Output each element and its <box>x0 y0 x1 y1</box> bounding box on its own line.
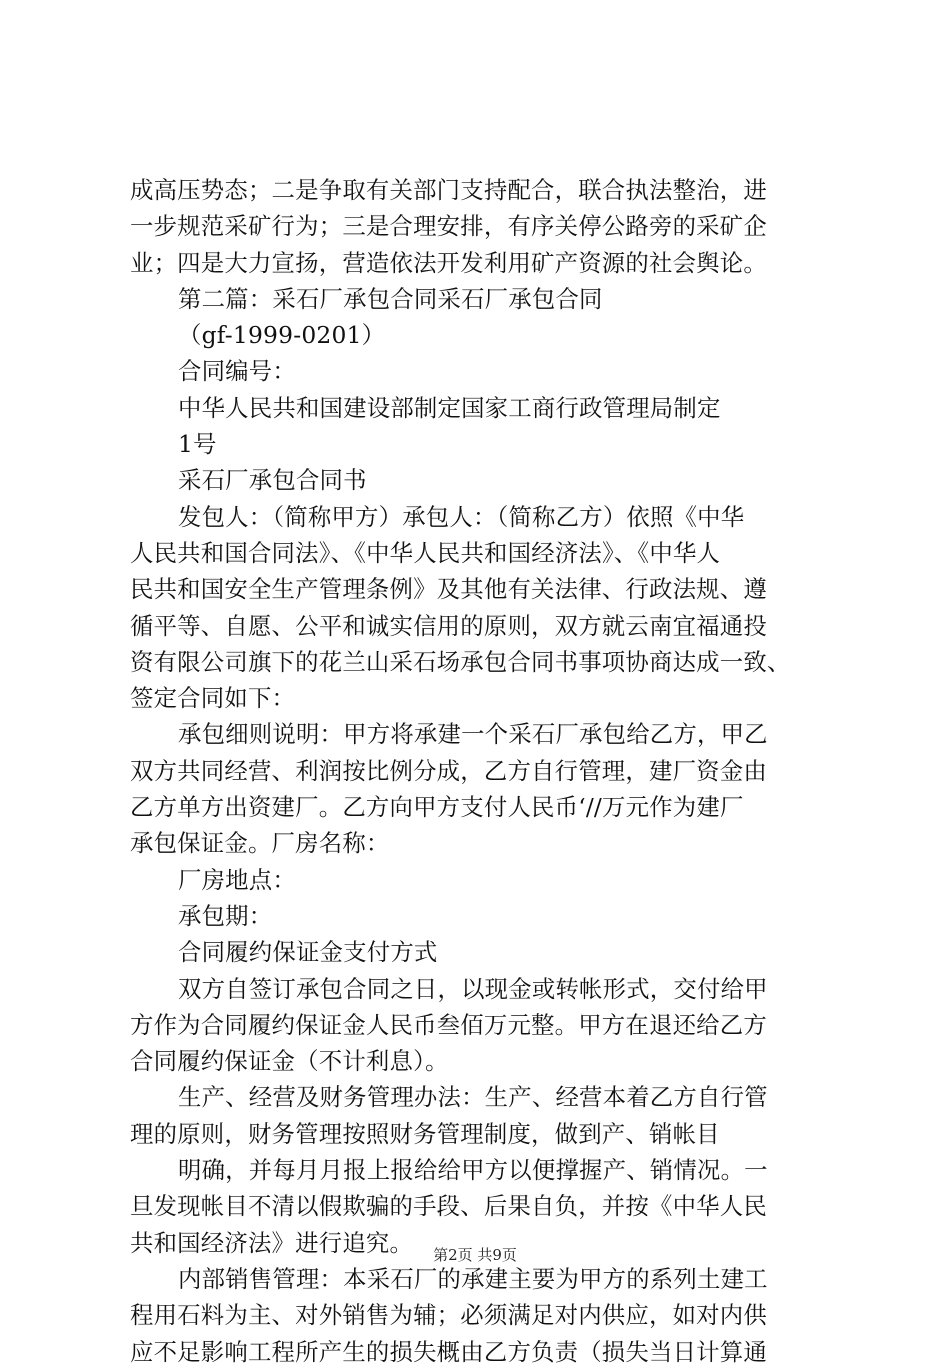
text-line: 双方自签订承包合同之日，以现金或转帐形式，交付给甲 <box>178 974 768 1003</box>
text-line: 生产、经营及财务管理办法：生产、经营本着乙方自行管 <box>178 1083 768 1112</box>
text-line: 理的原则，财务管理按照财务管理制度，做到产、销帐目 <box>130 1119 720 1148</box>
text-line: 发包人：（简称甲方）承包人：（简称乙方）依照《中华 <box>178 502 745 531</box>
text-line: 人民共和国合同法》、《中华人民共和国经济法》、《中华人 <box>130 538 721 567</box>
text-line: 共和国经济法》进行追究。 <box>130 1228 414 1257</box>
text-line: 业；四是大力宣扬，营造依法开发利用矿产资源的社会舆论。 <box>130 248 767 277</box>
page-footer: 第2页 共9页 <box>433 1246 517 1264</box>
text-line: 旦发现帐目不清以假欺骗的手段、后果自负，并按《中华人民 <box>130 1192 767 1221</box>
text-line: 承包期： <box>178 901 273 930</box>
text-line: 内部销售管理：本采石厂的承建主要为甲方的系列土建工 <box>178 1264 768 1293</box>
text-line: 合同履约保证金（不计利息）。 <box>130 1047 449 1076</box>
text-line: 厂房地点： <box>178 865 296 894</box>
text-line: 程用石料为主、对外销售为辅；必须满足对内供应，如对内供 <box>130 1301 767 1330</box>
text-line: 民共和国安全生产管理条例》及其他有关法律、行政法规、遵 <box>130 575 767 604</box>
text-line: 成高压势态；二是争取有关部门支持配合，联合执法整治，进 <box>130 176 767 204</box>
contract-number-label: 合同编号： <box>178 357 296 386</box>
text-line: 方作为合同履约保证金人民币叁佰万元整。甲方在退还给乙方 <box>130 1010 767 1039</box>
contract-code: （gf-1999-0201） <box>178 321 386 350</box>
text-line: 明确，并每月月报上报给给甲方以便撑握产、销情况。一 <box>178 1156 768 1185</box>
text-line: 一步规范采矿行为；三是合理安排，有序关停公路旁的采矿企 <box>130 212 767 241</box>
document-body <box>130 172 830 1370</box>
text-line: 双方共同经营、利润按比例分成，乙方自行管理，建厂资金由 <box>130 756 767 785</box>
text-line: 乙方单方出资建厂。乙方向甲方支付人民币‘//万元作为建厂 <box>130 793 744 822</box>
contract-title: 采石厂承包合同书 <box>178 466 367 495</box>
text-line: 承包保证金。厂房名称： <box>130 829 390 858</box>
text-line: 应不足影响工程所产生的损失概由乙方负责（损失当日计算通 <box>130 1337 767 1366</box>
text-line: 承包细则说明：甲方将承建一个采石厂承包给乙方，甲乙 <box>178 720 768 749</box>
issuer-line: 中华人民共和国建设部制定国家工商行政管理局制定 <box>178 393 721 422</box>
text-line: 合同履约保证金支付方式 <box>178 938 438 967</box>
text-line: 循平等、自愿、公平和诚实信用的原则，双方就云南宜福通投 <box>130 611 767 640</box>
text-line: 资有限公司旗下的花兰山采石场承包合同书事项协商达成一致、 <box>130 647 791 676</box>
section-heading: 第二篇：采石厂承包合同采石厂承包合同 <box>178 284 603 313</box>
text-line: 签定合同如下： <box>130 684 296 713</box>
number-line: 1号 <box>178 430 217 459</box>
